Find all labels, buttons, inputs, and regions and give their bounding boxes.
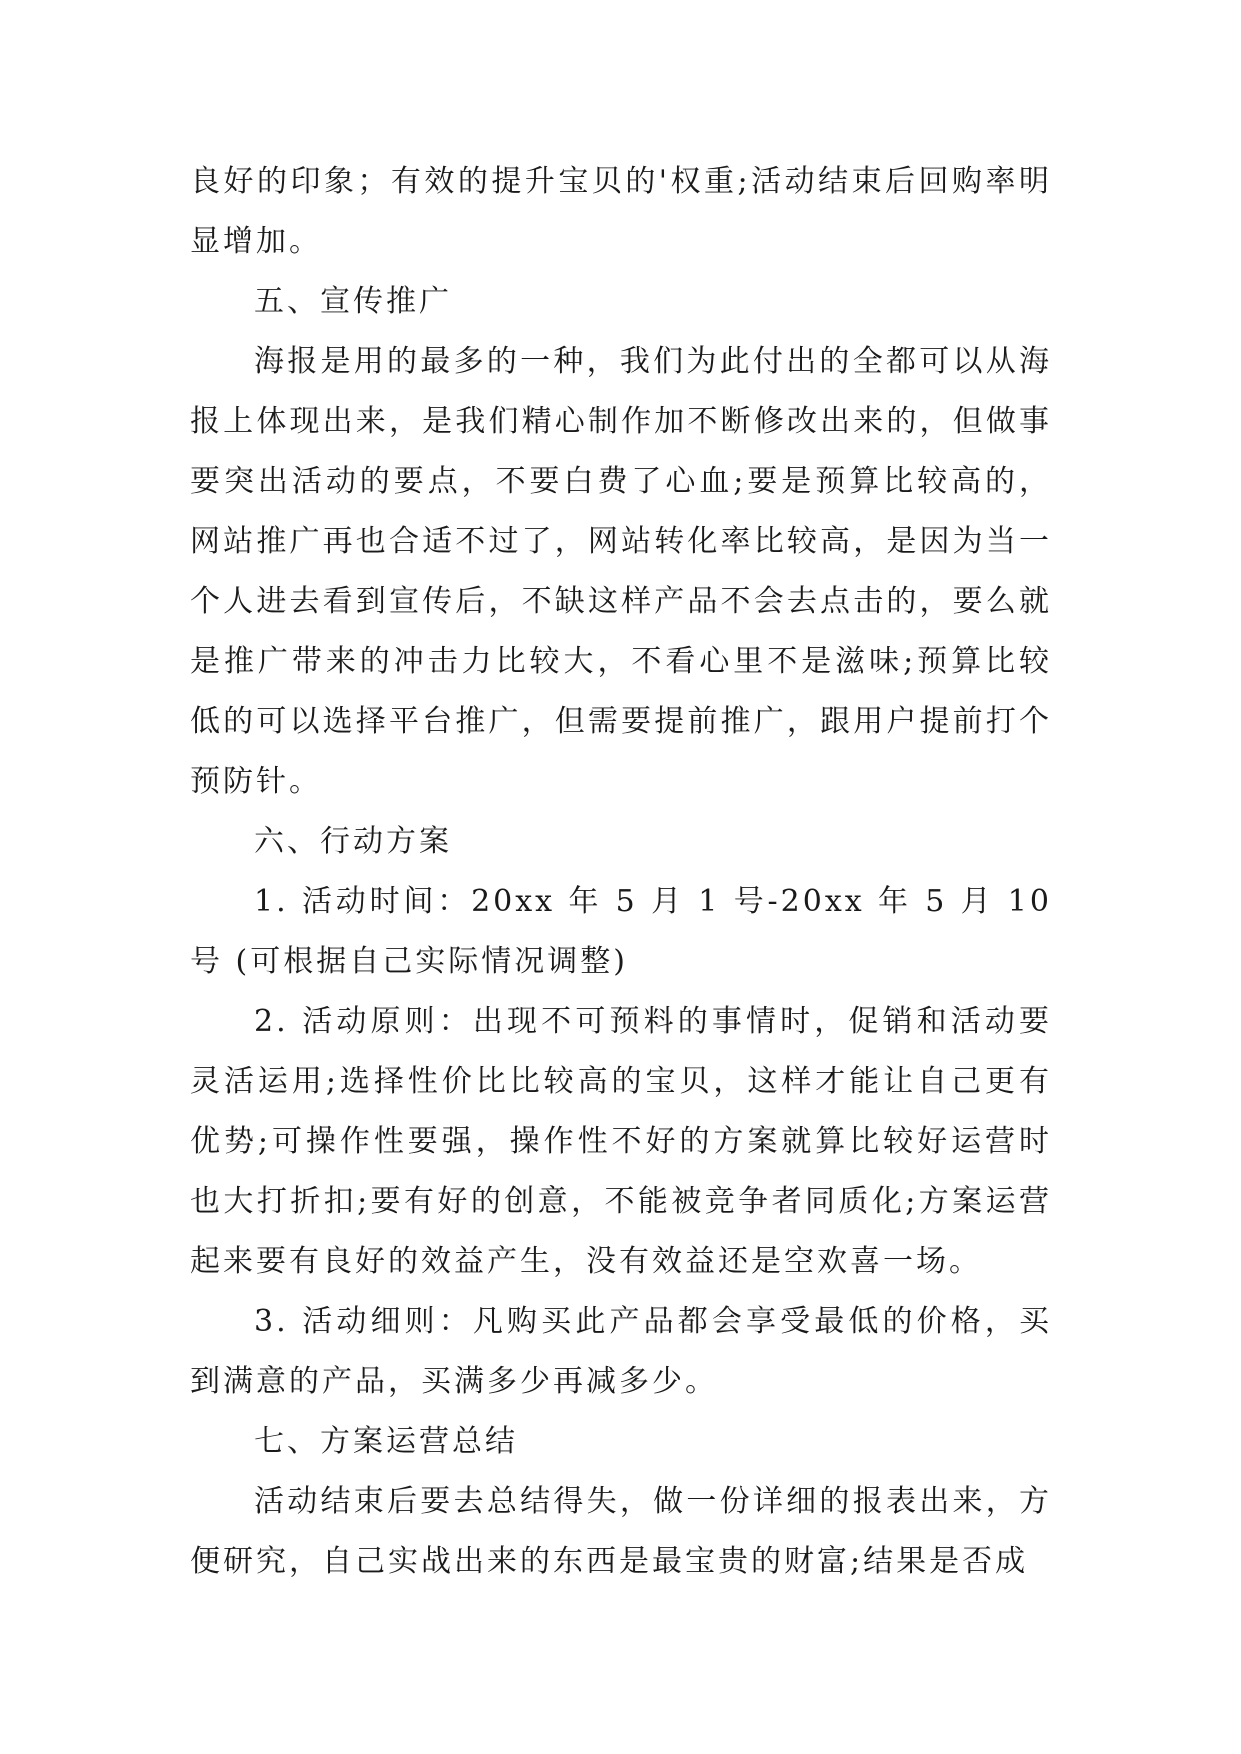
paragraph-closing-fragment: 良好的印象；有效的提升宝贝的'权重;活动结束后回购率明显增加。 xyxy=(190,164,1052,259)
paragraph-summary: 活动结束后要去总结得失，做一份详细的报表出来，方便研究，自己实战出来的东西是最宝贵的财富;结果是否成 xyxy=(190,1484,1052,1579)
heading-section-five: 五、宣传推广 xyxy=(254,284,452,319)
heading-section-six: 六、行动方案 xyxy=(254,824,452,859)
list-item-activity-time: 1. 活动时间：20xx 年 5 月 1 号-20xx 年 5 月 10 号 (可根据自己实际情况调整) xyxy=(190,884,1052,979)
list-item-activity-principles: 2. 活动原则：出现不可预料的事情时，促销和活动要灵活运用;选择性价比比较高的宝贝，这样才能让自己更有优势;可操作性要强，操作性不好的方案就算比较好运营时也大打折扣;要有好的创意，不能被竞争者同质化;方案运营起来要有良好的效益产生，没有效益还是空欢喜一场。 xyxy=(190,1004,1052,1279)
paragraph-promotion: 海报是用的最多的一种，我们为此付出的全都可以从海报上体现出来，是我们精心制作加不断修改出来的，但做事要突出活动的要点，不要白费了心血;要是预算比较高的，网站推广再也合适不过了，网站转化率比较高，是因为当一个人进去看到宣传后，不缺这样产品不会去点击的，要么就是推广带来的冲击力比较大，不看心里不是滋味;预算比较低的可以选择平台推广，但需要提前推广，跟用户提前打个预防针。 xyxy=(190,344,1052,799)
list-item-activity-rules: 3. 活动细则：凡购买此产品都会享受最低的价格，买到满意的产品，买满多少再减多少。 xyxy=(190,1304,1052,1399)
document-body xyxy=(190,152,1052,1592)
heading-section-seven: 七、方案运营总结 xyxy=(254,1424,518,1459)
